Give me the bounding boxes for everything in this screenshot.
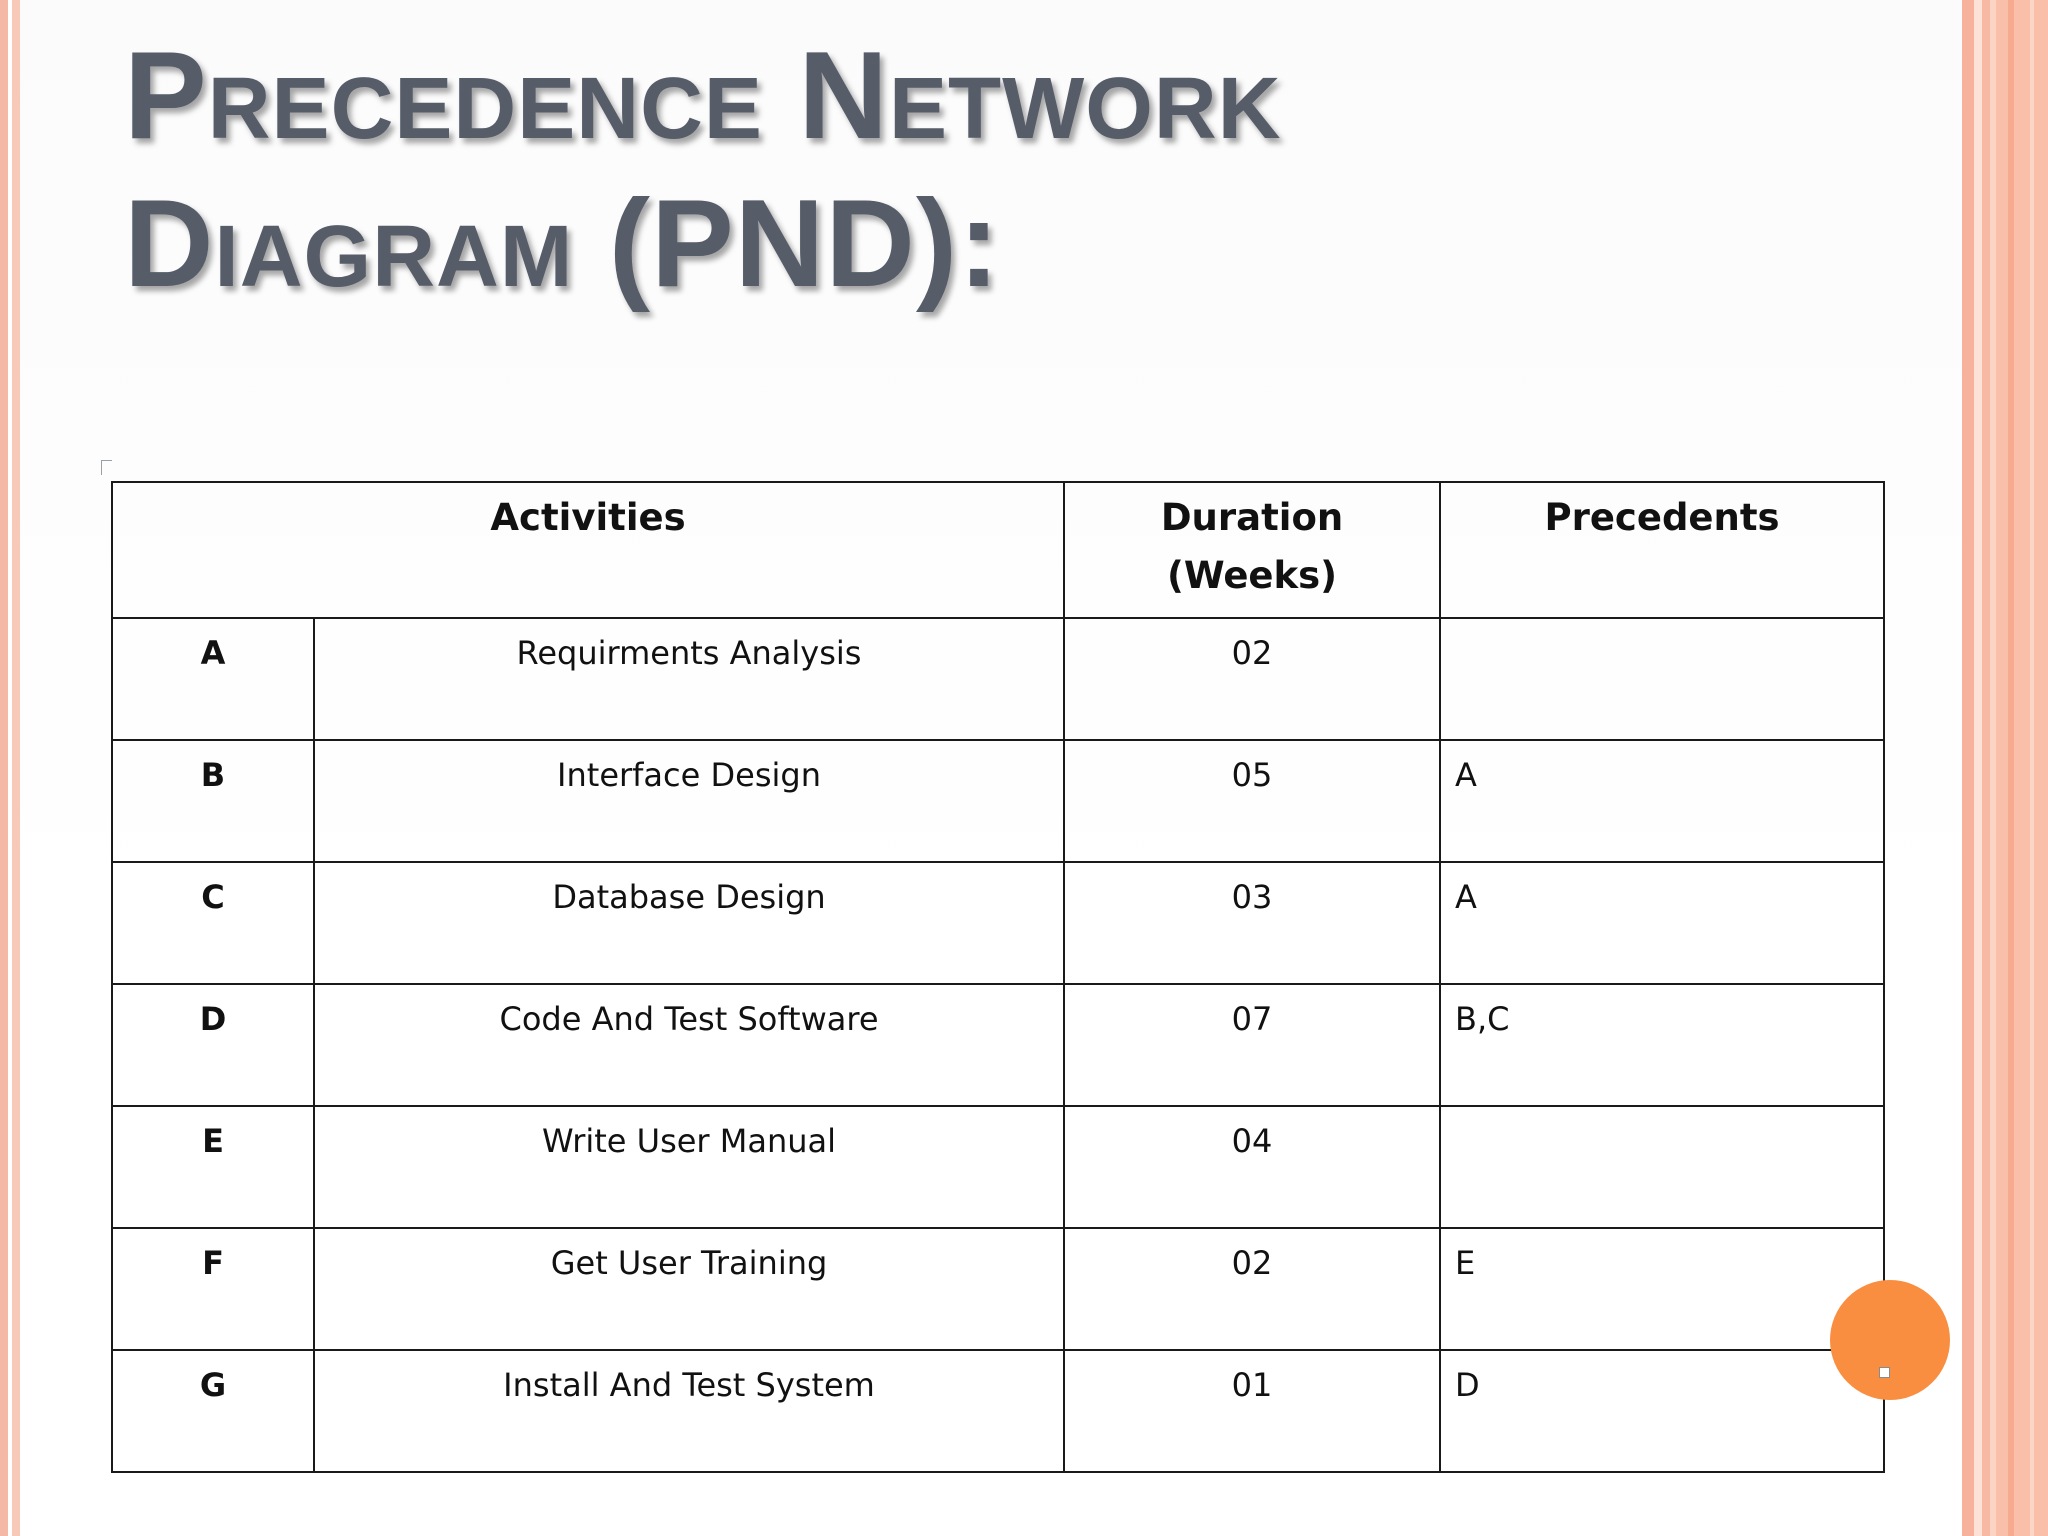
- activity-name: Code And Test Software: [314, 984, 1064, 1106]
- activity-name: Write User Manual: [314, 1106, 1064, 1228]
- activity-precedents: B,C: [1440, 984, 1884, 1106]
- table-row: [112, 618, 1884, 740]
- activity-code: B: [112, 740, 314, 862]
- activity-name: Interface Design: [314, 740, 1064, 862]
- activity-name: Install And Test System: [314, 1350, 1064, 1472]
- activity-name: Get User Training: [314, 1228, 1064, 1350]
- activity-code: G: [112, 1350, 314, 1472]
- decorative-orange-circle: [1830, 1280, 1950, 1400]
- activity-duration: 05: [1064, 740, 1440, 862]
- table-header-row: [112, 482, 1884, 618]
- header-duration: [1064, 482, 1440, 618]
- slide-title-line-1: Precedence Network: [124, 27, 1282, 165]
- header-duration-line-1: Duration: [1160, 496, 1344, 539]
- right-border-line: [2008, 0, 2014, 1536]
- table-row: [112, 1228, 1884, 1350]
- table-row: [112, 1106, 1884, 1228]
- activity-precedents: [1440, 618, 1884, 740]
- activities-table-container: [111, 481, 1883, 1473]
- activity-precedents: [1440, 1106, 1884, 1228]
- activity-name: Database Design: [314, 862, 1064, 984]
- table-row: [112, 984, 1884, 1106]
- activity-code: E: [112, 1106, 314, 1228]
- activity-code: F: [112, 1228, 314, 1350]
- activity-duration: 03: [1064, 862, 1440, 984]
- activity-code: A: [112, 618, 314, 740]
- table-row: [112, 1350, 1884, 1472]
- header-duration-line-2: (Weeks): [1166, 554, 1338, 597]
- table-resize-handle[interactable]: [1879, 1367, 1890, 1378]
- header-activities: Activities: [112, 482, 1064, 618]
- table-move-handle[interactable]: [101, 460, 112, 475]
- right-border-stripe: [1962, 0, 1974, 1536]
- activity-duration: 04: [1064, 1106, 1440, 1228]
- activity-precedents: A: [1440, 740, 1884, 862]
- activity-precedents: A: [1440, 862, 1884, 984]
- table-row: [112, 740, 1884, 862]
- activity-precedents: E: [1440, 1228, 1884, 1350]
- activity-duration: 07: [1064, 984, 1440, 1106]
- slide-title-line-2: Diagram (PND):: [124, 175, 1001, 313]
- activity-duration: 02: [1064, 1228, 1440, 1350]
- activity-code: C: [112, 862, 314, 984]
- right-border-stripe-2: [1982, 0, 1990, 1536]
- table-row: [112, 862, 1884, 984]
- right-border-gap: [1974, 0, 1982, 1536]
- activity-code: D: [112, 984, 314, 1106]
- activity-precedents: D: [1440, 1350, 1884, 1472]
- activity-duration: 01: [1064, 1350, 1440, 1472]
- activity-duration: 02: [1064, 618, 1440, 740]
- left-border-stripe-inner: [12, 0, 20, 1536]
- activities-table: [111, 481, 1885, 1473]
- slide-title: [124, 22, 1524, 318]
- right-border-line-2: [2030, 0, 2034, 1536]
- activity-name: Requirments Analysis: [314, 618, 1064, 740]
- right-border-band: [1996, 0, 2048, 1536]
- header-precedents: Precedents: [1440, 482, 1884, 618]
- left-border-stripe: [0, 0, 8, 1536]
